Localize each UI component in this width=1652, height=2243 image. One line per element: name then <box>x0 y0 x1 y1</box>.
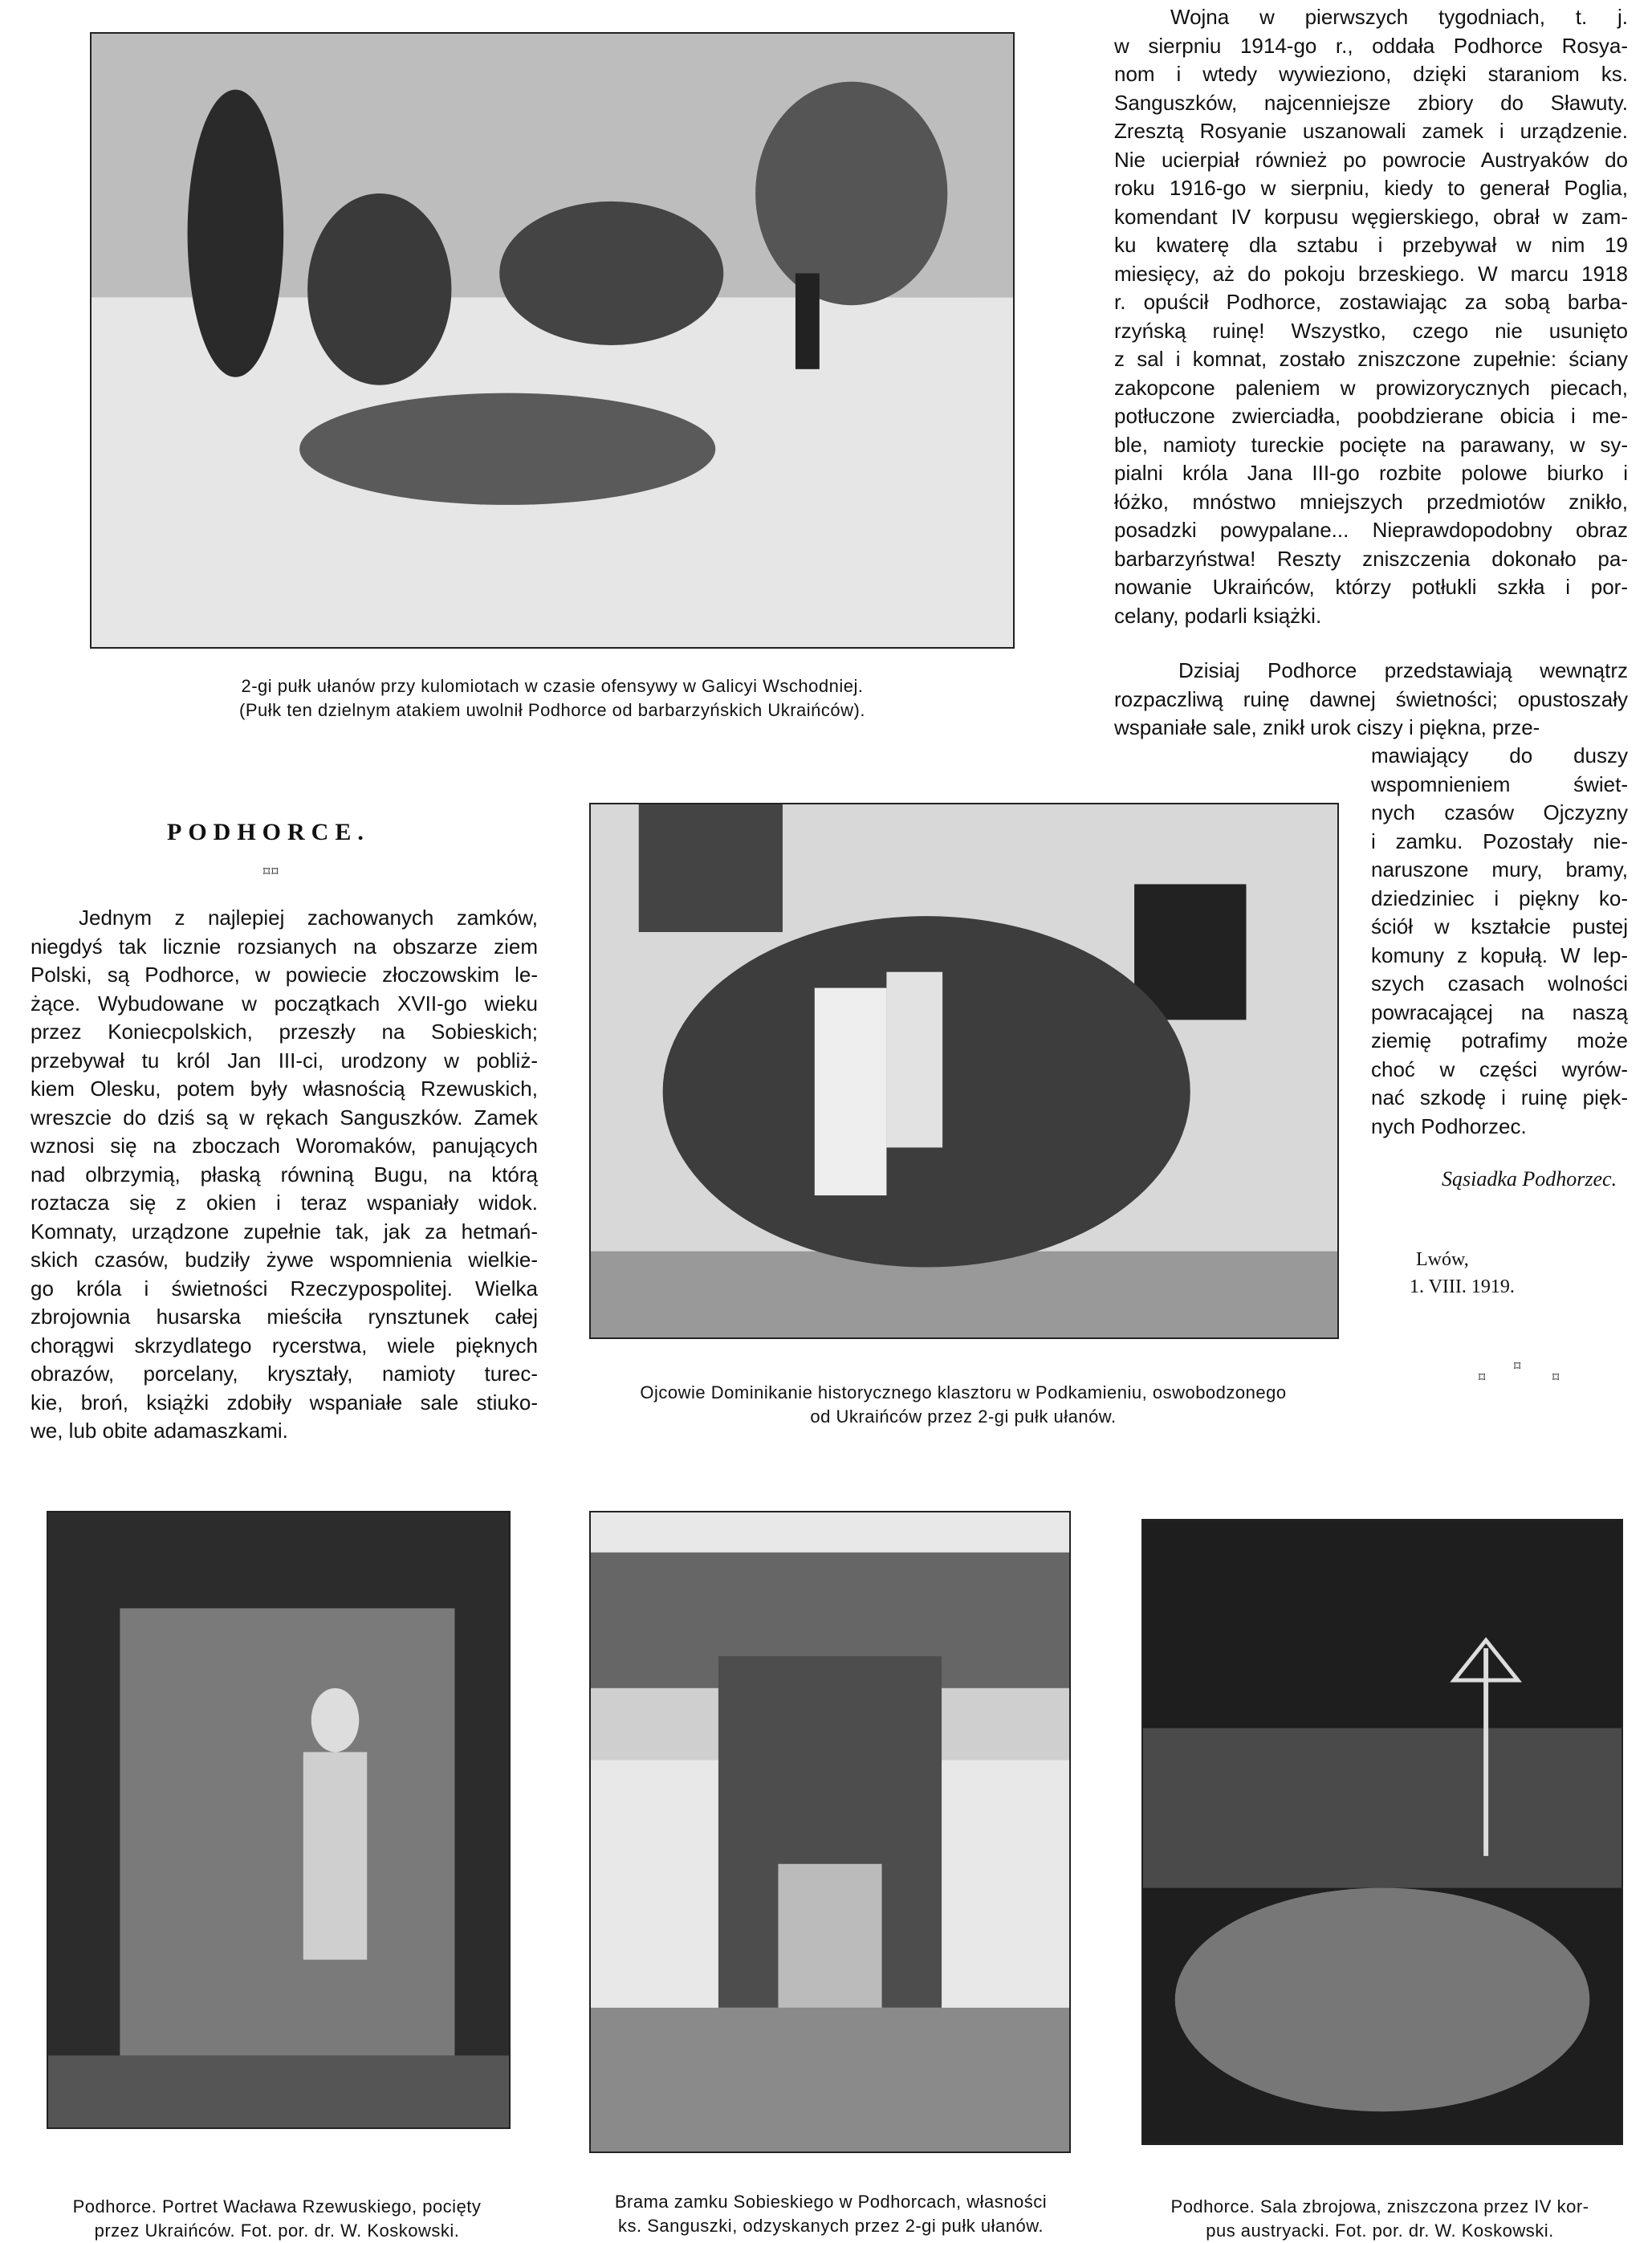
text-line: wspaniałe sale, znikł urok ciszy i piękna, prze- <box>1114 715 1540 739</box>
title-ornament: ⌑⌑ <box>263 864 280 879</box>
text-line: ble, namioty tureckie pocięte na parawany, w sy- <box>1114 432 1628 457</box>
text-line: roztacza się z okien i teraz wspaniały widok. <box>31 1191 538 1215</box>
text-line: przebywał tu król Jan III-ci, urodzony w pobliż- <box>31 1048 538 1073</box>
text-line: z sal i komnat, zostało zniszczone zupełnie: ściany <box>1114 347 1628 371</box>
caption-bottom-center-line2: ks. Sanguszki, odzyskanych przez 2-gi pułk ułanów. <box>617 2216 1044 2236</box>
text-line: choć w części wyrów- <box>1371 1056 1628 1081</box>
photo-dominicans <box>589 803 1339 1339</box>
caption-bottom-right-line2: pus austryacki. Fot. por. dr. W. Koskowski. <box>1206 2221 1554 2241</box>
text-line: dziedziniec i piękny ko- <box>1371 885 1628 910</box>
text-line: Wojna w pierwszych tygodniach, t. j. <box>1170 5 1628 29</box>
text-line: nych Podhorzec. <box>1371 1113 1527 1138</box>
text-line: barbarzyństwa! Reszty zniszczenia dokonało pa- <box>1114 546 1628 571</box>
armory-illustration <box>1143 1520 1621 2143</box>
text-line: wreszcie do dziś są w rękach Sanguszków. Zamek <box>31 1105 538 1130</box>
text-line: nać szkodę i ruinę pięk- <box>1371 1085 1628 1109</box>
text-line: nych czasów Ojczyzny <box>1371 800 1628 824</box>
text-line: kiem Olesku, potem były własnością Rzewuskich, <box>31 1077 538 1101</box>
photo-machine-gunners <box>90 32 1015 649</box>
text-line: nowanie Ukraińców, którzy potłukli szkła i por- <box>1114 575 1628 599</box>
text-line: Polski, są Podhorce, w powiecie złoczowskim le- <box>31 963 538 987</box>
article-right-column <box>1114 3 1628 630</box>
text-line: pialni króla Jana III-go rozbite polowe biurko i <box>1114 461 1628 485</box>
text-line: mawiający do duszy <box>1371 743 1628 767</box>
text-line: Zresztą Rosyanie uszanowali zamek i urządzenie. <box>1114 119 1628 143</box>
text-line: nad olbrzymią, płaską równiną Bugu, na którą <box>31 1162 538 1187</box>
end-ornament-2: ⌑ <box>1514 1358 1523 1374</box>
text-line: łóżko, mnóstwo mniejszych przedmiotów znikło, <box>1114 489 1628 514</box>
caption-bottom-left-line2: przez Ukraińców. Fot. por. dr. W. Koskowski. <box>94 2221 460 2241</box>
article-right-mid <box>1114 657 1628 743</box>
text-line: go króla i świetności Rzeczypospolitej. Wielka <box>31 1276 538 1301</box>
text-line: roku 1916-go w sierpniu, kiedy to generał Poglia, <box>1114 176 1628 200</box>
text-line: rzyńską ruinę! Wszystko, czego nie usunięto <box>1114 318 1628 343</box>
article-right-narrow <box>1371 742 1628 1141</box>
text-line: celany, podarli książki. <box>1114 603 1322 628</box>
caption-middle-line2: od Ukraińców przez 2-gi pułk ułanów. <box>810 1406 1117 1427</box>
text-line: ziemię potrafimy może <box>1371 1028 1628 1052</box>
dominicans-illustration <box>591 804 1337 1337</box>
text-line: zakopcone paleniem w prowizorycznych piecach, <box>1114 375 1628 400</box>
caption-top-line2: (Pułk ten dzielnym atakiem uwolnił Podhorce od barbarzyńskich Ukraińców). <box>239 700 865 720</box>
place: Lwów, <box>1416 1249 1469 1270</box>
text-line: rozpaczliwą ruinę dawnej świetności; opustoszały <box>1114 686 1628 711</box>
text-line: żące. Wybudowane w początkach XVII-go wieku <box>31 991 538 1016</box>
text-line: wspomnieniem świet- <box>1371 771 1628 796</box>
text-line: Dzisiaj Podhorce przedstawiają wewnątrz <box>1178 658 1628 682</box>
caption-bottom-center-line1: Brama zamku Sobieskiego w Podhorcach, własności <box>614 2192 1048 2212</box>
photo-castle-gate <box>589 1511 1071 2153</box>
text-line: przez Koniecpolskich, przeszły na Sobieskich; <box>31 1020 538 1044</box>
text-line: wznosi się na zboczach Woromaków, panujących <box>31 1134 538 1158</box>
text-line: Jednym z najlepiej zachowanych zamków, <box>79 906 538 930</box>
text-line: Nie ucierpiał również po powrocie Austryaków do <box>1114 147 1628 172</box>
photo-armory-hall <box>1141 1519 1623 2145</box>
signature: Sąsiadka Podhorzec. <box>1442 1167 1617 1191</box>
text-line: ściół w kształcie pustej <box>1371 914 1628 938</box>
text-line: komendant IV korpusu węgierskiego, obrał w zam- <box>1114 204 1628 229</box>
article-title: PODHORCE. <box>167 819 370 845</box>
text-line: w sierpniu 1914-go r., oddała Podhorce Rosya- <box>1114 33 1628 58</box>
caption-top-line1: 2-gi pułk ułanów przy kulomiotach w czasie ofensywy w Galicyi Wschodniej. <box>241 676 864 696</box>
castle-gate-illustration <box>591 1512 1069 2151</box>
machine-gunners-illustration <box>92 34 1013 647</box>
portrait-illustration <box>48 1512 509 2127</box>
text-line: r. opuścił Podhorce, zostawiając za sobą barba- <box>1114 290 1628 314</box>
text-line: we, lub obite adamaszkami. <box>31 1419 288 1443</box>
text-line: i zamku. Pozostały nie- <box>1371 828 1628 853</box>
text-line: Sanguszków, najcenniejsze zbiory do Sławuty. <box>1114 90 1628 115</box>
date: 1. VIII. 1919. <box>1410 1276 1515 1297</box>
end-ornament-1: ⌑ <box>1479 1370 1487 1385</box>
text-line: szych czasach wolności <box>1371 971 1628 995</box>
text-line: skich czasów, budziły żywe wspomnienia wielkie- <box>31 1248 538 1272</box>
text-line: kie, broń, książki zdobiły wspaniałe sale stiuko- <box>31 1390 538 1415</box>
text-line: niegdyś tak licznie rozsianych na obszarze ziem <box>31 934 538 959</box>
text-line: powracającej na naszą <box>1371 999 1628 1024</box>
text-line: komuny z kopułą. W lep- <box>1371 942 1628 967</box>
text-line: ku kwaterę dla sztabu i przebywał w nim 19 <box>1114 233 1628 257</box>
caption-bottom-left-line1: Podhorce. Portret Wacława Rzewuskiego, pocięty <box>72 2196 482 2217</box>
end-ornament-3: ⌑ <box>1552 1370 1561 1385</box>
photo-portrait-rzewuski <box>47 1511 511 2129</box>
text-line: chorągwi skrzydlatego rycerstwa, wiele pięknych <box>31 1333 538 1358</box>
caption-middle-line1: Ojcowie Dominikanie historycznego klasztoru w Podkamieniu, oswobodzonego <box>640 1382 1287 1402</box>
text-line: miesięcy, aż do pokoju brzeskiego. W marcu 1918 <box>1114 261 1628 286</box>
text-line: nom i wtedy wywieziono, dzięki staraniom ks. <box>1114 62 1628 86</box>
text-line: zbrojownia husarska mieściła rynsztunek całej <box>31 1305 538 1329</box>
text-line: Komnaty, urządzone zupełnie tak, jak za hetmań- <box>31 1219 538 1244</box>
text-line: naruszone mury, bramy, <box>1371 857 1628 881</box>
caption-bottom-right-line1: Podhorce. Sala zbrojowa, zniszczona przez IV kor- <box>1170 2196 1589 2217</box>
article-left-column <box>31 904 538 1446</box>
text-line: posadzki powypalane... Nieprawdopodobny obraz <box>1114 518 1628 542</box>
text-line: potłuczone zwierciadła, poobdzierane obicia i me- <box>1114 404 1628 428</box>
text-line: obrazów, porcelany, kryształy, namioty turec- <box>31 1362 538 1386</box>
